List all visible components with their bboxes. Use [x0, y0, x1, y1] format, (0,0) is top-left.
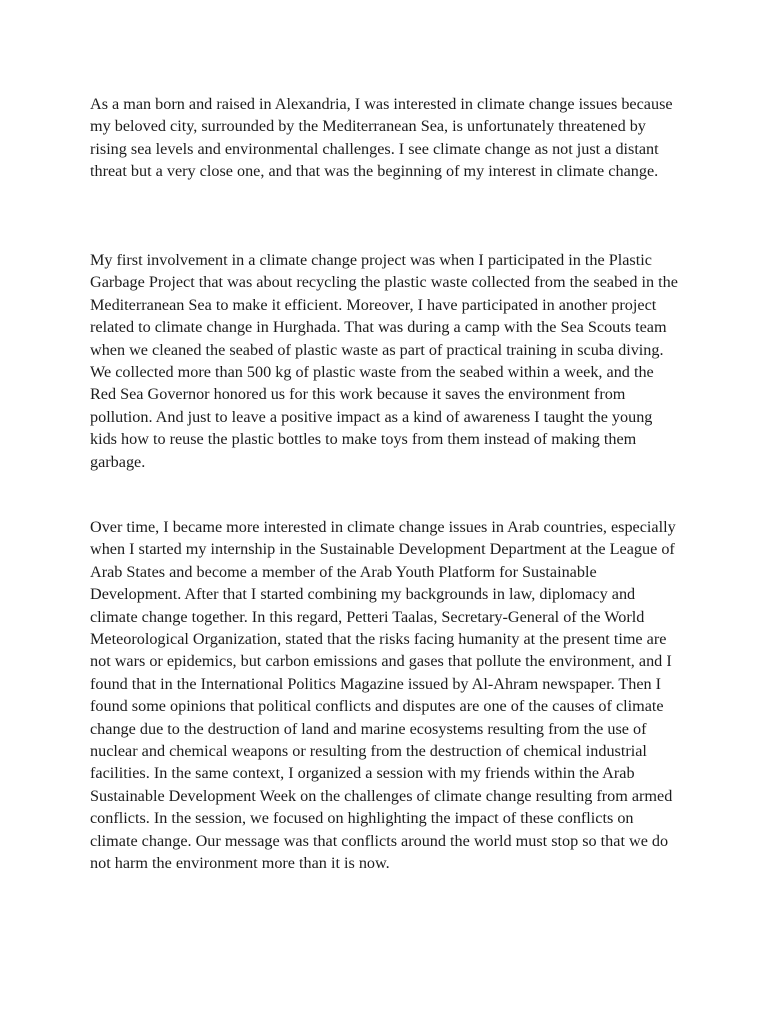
paragraph-3: Over time, I became more interested in climate change issues in Arab countries, especially when I started my internship in the Sustainable Development Department at the League of Arab States and become a member of the Arab Youth Platform for Sustainable Development. After that I started combining my backgrounds in law, diplomacy and climate change together. In this regard, Petteri Taalas, Secretary-General of the World Meteorological Organization, stated that the risks facing humanity at the present time are not wars or epidemics, but carbon emissions and gases that pollute the environment, and I found that in the International Politics Magazine issued by Al-Ahram newspaper. Then I found some opinions that political conflicts and disputes are one of the causes of climate change due to the destruction of land and marine ecosystems resulting from the use of nuclear and chemical weapons or resulting from the destruction of chemical industrial facilities. In the same context, I organized a session with my friends within the Arab Sustainable Development Week on the challenges of climate change resulting from armed conflicts. In the session, we focused on highlighting the impact of these conflicts on climate change. Our message was that conflicts around the world must stop so that we do not harm the environment more than it is now.: [90, 518, 676, 873]
paragraph-1: As a man born and raised in Alexandria, I was interested in climate change issues because my beloved city, surrounded by the Mediterranean Sea, is unfortunately threatened by rising sea levels and environmental challenges. I see climate change as not just a distant threat but a very close one, and that was the beginning of my interest in climate change.: [90, 95, 673, 181]
paragraph-2: My first involvement in a climate change project was when I participated in the Plastic Garbage Project that was about recycling the plastic waste collected from the seabed in the Mediterranean Sea to make it efficient. Moreover, I have participated in another project related to climate change in Hurghada. That was during a camp with the Sea Scouts team when we cleaned the seabed of plastic waste as part of practical training in scuba diving. We collected more than 500 kg of plastic waste from the seabed within a week, and the Red Sea Governor honored us for this work because it saves the environment from pollution. And just to leave a positive impact as a kind of awareness I taught the young kids how to reuse the plastic bottles to make toys from them instead of making them garbage.: [90, 251, 678, 471]
